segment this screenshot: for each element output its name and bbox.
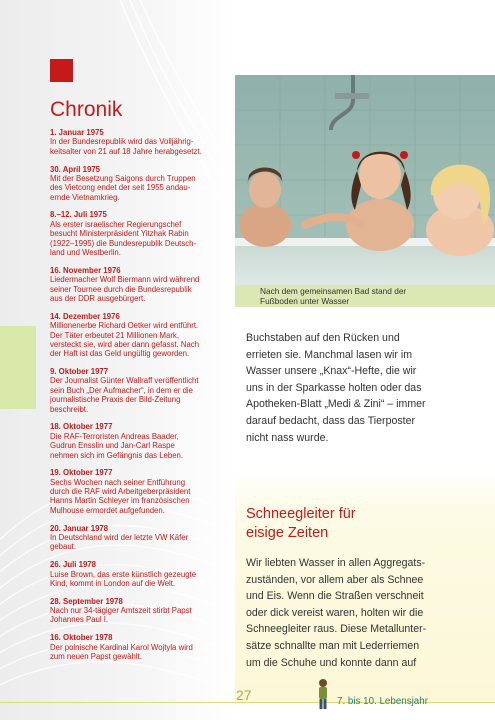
chronik-entry	[50, 165, 228, 203]
chronik-text-line: journalistische Praxis der Bild-Zeitung	[50, 395, 181, 405]
chronik-date: 18. Oktober 1977	[50, 422, 113, 432]
chronik-date: 30. April 1975	[50, 164, 100, 174]
chronik-entry	[50, 367, 228, 414]
chronik-text-line: Gudrun Ensslin und Jan-Carl Raspe	[50, 441, 175, 451]
chronik-marker	[50, 59, 73, 82]
chronik-title: Chronik	[50, 98, 123, 121]
age-range-label: 7. bis 10. Lebensjahr	[337, 696, 428, 707]
chronik-text-line: Sechs Wochen nach seiner Entführung	[50, 477, 186, 487]
caption-line: Nach dem gemeinsamen Bad stand der	[260, 286, 407, 296]
chronik-text-line: Der Journalist Günter Wallraff veröffentlicht	[50, 376, 199, 386]
text-line: oder dick vereist waren, holten wir die	[246, 606, 424, 619]
page-number: 27	[236, 687, 252, 703]
chronik-text-line: Johannes Paul I.	[50, 615, 109, 625]
chronik-text-line: Millionenerbe Richard Oetker wird entführt.	[50, 321, 199, 331]
chronik-text-line: Mulhouse ermordet aufgefunden.	[50, 505, 165, 515]
bathtub-photo	[235, 75, 495, 285]
chronik-list	[50, 128, 228, 670]
chronik-text-line: keitsalter von 21 auf 18 Jahre herabgesetzt.	[50, 146, 202, 156]
chronik-text-line: Liedermacher Wolf Biermann wird während	[50, 275, 200, 285]
photo-caption	[260, 286, 480, 306]
chronik-text-line: besucht Ministerpräsident Yitzhak Rabin	[50, 229, 189, 239]
body-paragraph-1	[246, 330, 490, 446]
chronik-text-line: Kind, kommt in London auf die Welt.	[50, 578, 176, 588]
chronik-entry	[50, 266, 228, 304]
chronik-date: 26. Juli 1978	[50, 560, 96, 570]
chronik-text-line: durch die RAF wird Arbeitgeberpräsident	[50, 487, 191, 497]
chronik-text-line: zum neuen Papst gewählt.	[50, 651, 142, 661]
chronik-date: 19. Oktober 1977	[50, 468, 113, 478]
chronik-text-line: gebaut.	[50, 542, 77, 552]
chronik-date: 16. November 1976	[50, 265, 121, 275]
chronik-date: 20. Januar 1978	[50, 523, 109, 533]
chronik-text-line: ernde Vietnamkrieg.	[50, 192, 120, 202]
child-figure-icon	[316, 678, 330, 710]
text-line: nicht nass wurde.	[246, 431, 329, 444]
chronik-text-line: Als erster israelischer Regierungschef	[50, 219, 182, 229]
chronik-entry	[50, 422, 228, 460]
chronik-entry	[50, 210, 228, 257]
chronik-text-line: nehmen sich im Gefängnis das Leben.	[50, 450, 184, 460]
chronik-entry	[50, 560, 228, 588]
chronik-entry	[50, 597, 228, 625]
text-line: Buchstaben auf den Rücken und	[246, 332, 400, 344]
text-line: Apotheken-Blatt „Medi & Zini“ – immer	[246, 398, 426, 411]
chronik-text-line: sein Buch „Der Aufmacher“, in dem er die	[50, 385, 194, 395]
chronik-text-line: In Deutschland wird der letzte VW Käfer	[50, 533, 189, 542]
text-line: zuständen, vor allem aber als Schnee	[246, 573, 424, 586]
chronik-text-line: Nach nur 34-tägiger Amtszeit stirbt Papst	[50, 606, 192, 616]
chronik-date: 16. Oktober 1978	[50, 633, 113, 643]
chapter-tab	[0, 326, 36, 409]
chronik-text-line: beschreibt.	[50, 404, 89, 414]
chronik-text-line: der Haft ist das Geld ungültig geworden.	[50, 349, 190, 359]
chronik-text-line: versteckt sie, wird aber dann gefasst. Nach	[50, 339, 200, 349]
chronik-text-line: In der Bundesrepublik wird das Volljährig-	[50, 137, 194, 147]
caption-line: Fußboden unter Wasser	[260, 296, 350, 306]
text-line: sätze schnallte man mit Lederriemen	[246, 639, 420, 652]
chronik-text-line: seiner Tournee durch die Bundesrepublik	[50, 284, 192, 294]
chronik-date: 8.–12. Juli 1975	[50, 210, 107, 220]
chronik-text-line: Der polnische Kardinal Karol Wojtyla wird	[50, 642, 193, 652]
text-line: uns in der Sparkasse holten oder das	[246, 381, 422, 394]
chronik-text-line: des Vietcong endet der seit 1955 andau-	[50, 183, 191, 193]
chronik-date: 28. September 1978	[50, 596, 123, 606]
chronik-entry	[50, 633, 228, 661]
text-line: Wir liebten Wasser in allen Aggregats-	[246, 557, 426, 569]
chronik-entry	[50, 524, 228, 552]
section-title-line: eisige Zeiten	[246, 525, 329, 541]
chronik-entry	[50, 312, 228, 359]
text-line: Wasser unsere „Knax“-Hefte, die wir	[246, 365, 417, 378]
chronik-date: 14. Dezember 1976	[50, 311, 120, 321]
chronik-entry	[50, 468, 228, 515]
chronik-text-line: Luise Brown, das erste künstlich gezeugte	[50, 569, 197, 579]
chronik-text-line: aus der DDR ausgebürgert.	[50, 293, 146, 303]
body-paragraph-2	[246, 555, 490, 671]
text-line: Schneegleiter raus. Diese Metallunter-	[246, 623, 427, 636]
chronik-entry	[50, 128, 228, 156]
chronik-text-line: Die RAF-Terroristen Andreas Baader,	[50, 431, 179, 441]
chronik-text-line: (1922–1995) die Bundesrepublik Deutsch-	[50, 238, 197, 248]
section-title	[246, 505, 486, 543]
chronik-text-line: Hanns Martin Schleyer im französischen	[50, 496, 190, 506]
chronik-text-line: Der Täter erbeutet 21 Millionen Mark,	[50, 330, 179, 340]
chronik-date: 9. Oktober 1977	[50, 367, 109, 377]
section-title-line: Schneegleiter für	[246, 506, 356, 522]
text-line: und Eis. Wenn die Straßen verschneit	[246, 590, 424, 603]
chronik-text-line: land und Westberlin.	[50, 248, 121, 258]
chronik-text-line: Mit der Besetzung Saigons durch Truppen	[50, 173, 196, 183]
text-line: errieten sie. Manchmal lasen wir im	[246, 348, 413, 361]
text-line: um die Schuhe und konnte dann auf	[246, 656, 417, 669]
text-line: darauf bedacht, dass das Tierposter	[246, 414, 416, 427]
chronik-date: 1. Januar 1975	[50, 128, 104, 137]
